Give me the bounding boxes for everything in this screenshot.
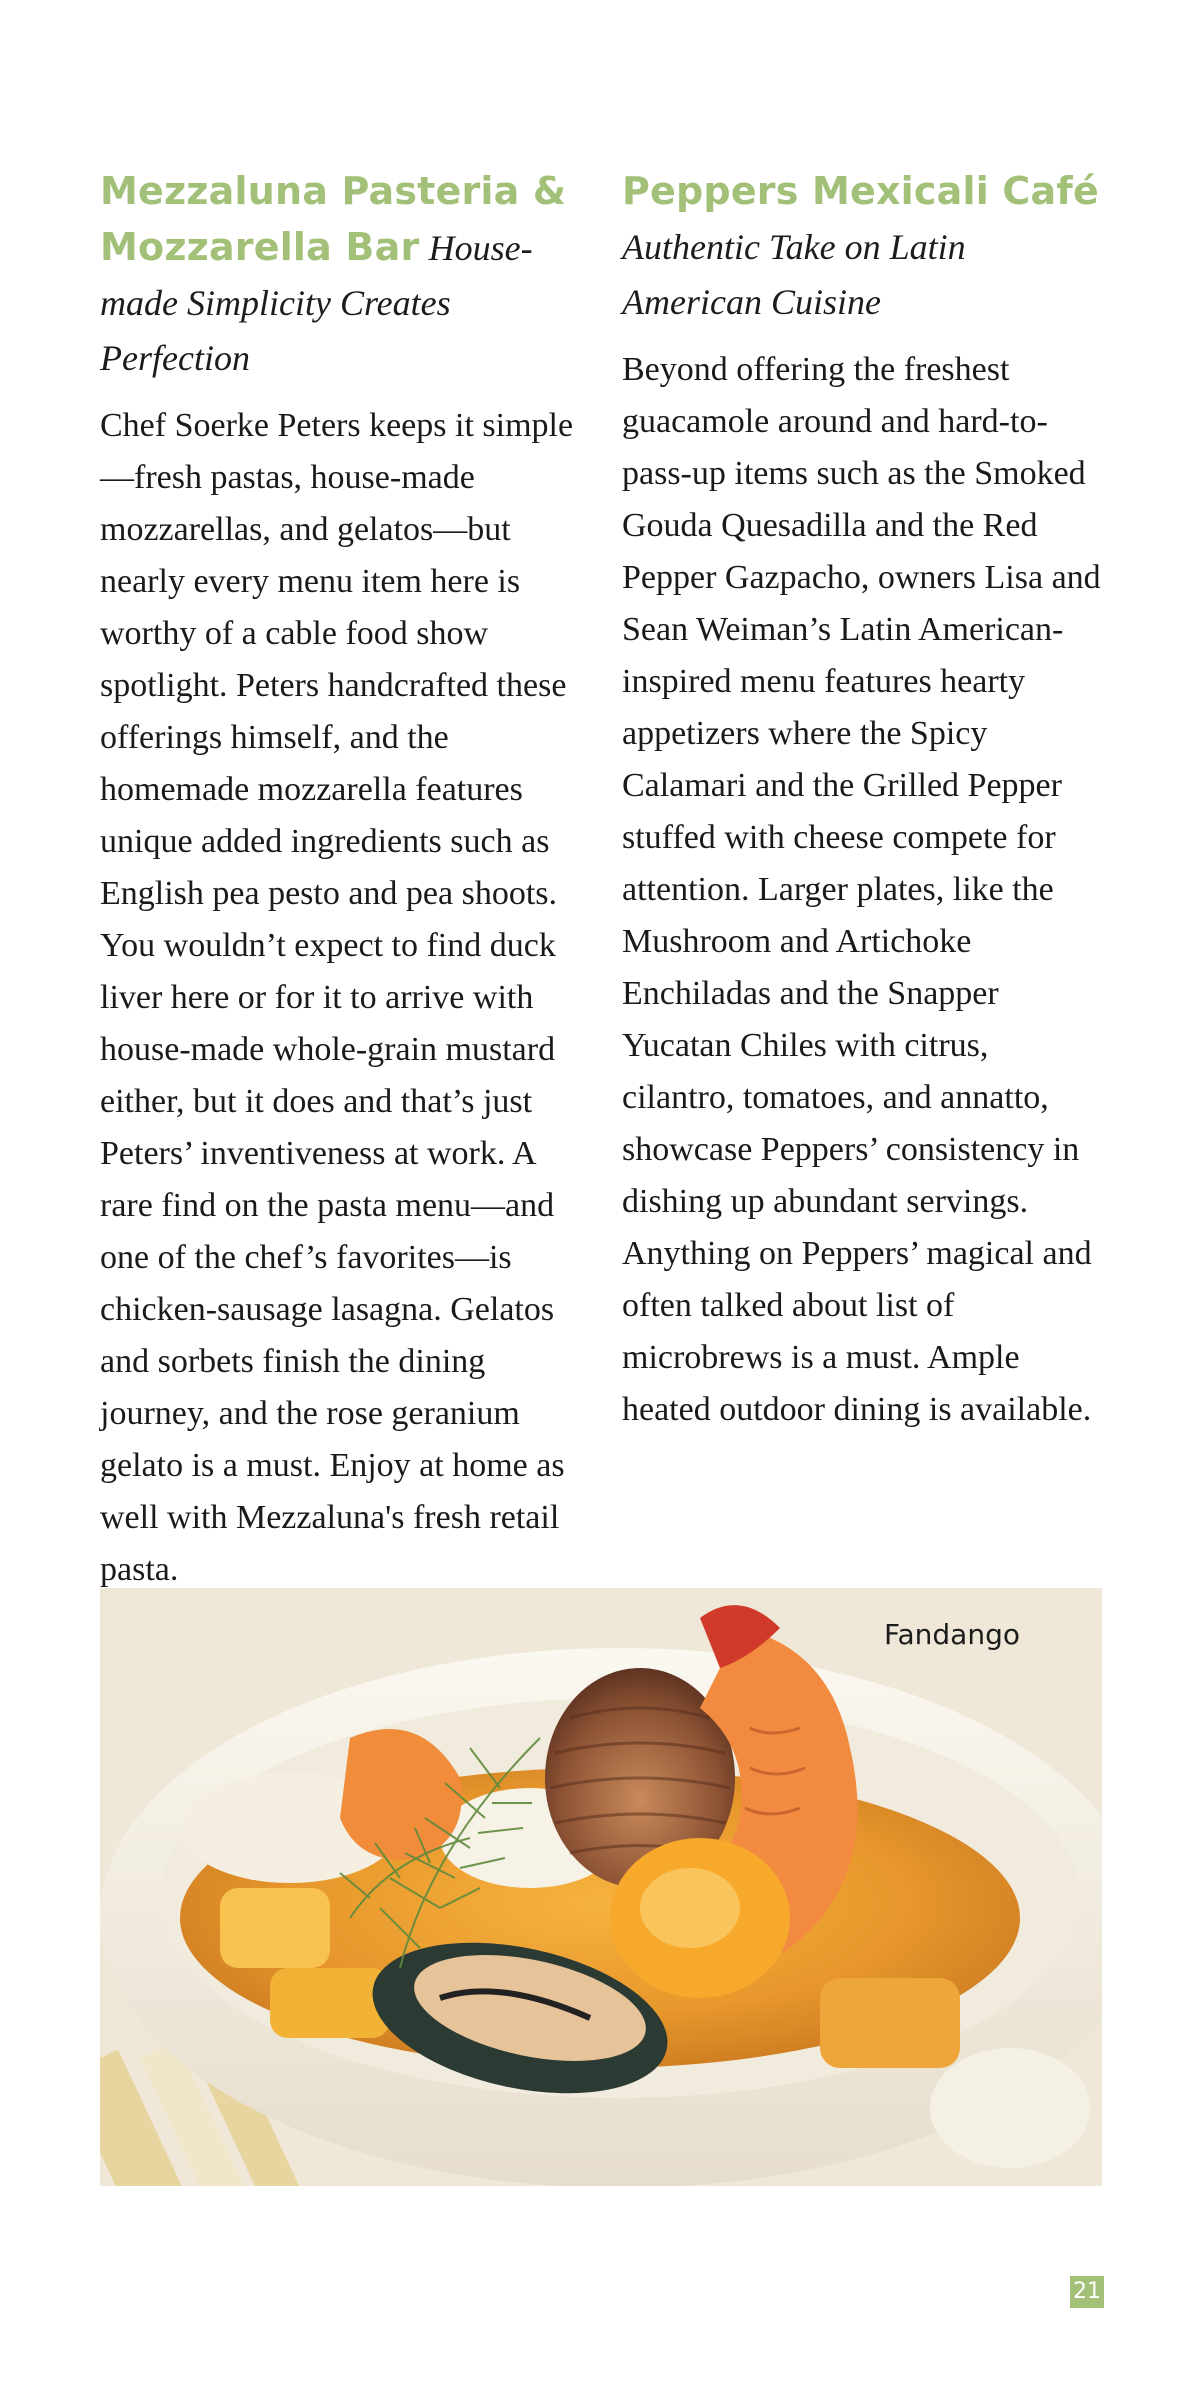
article-mezzaluna	[100, 164, 590, 1596]
seafood-stew-photo	[100, 1588, 1102, 2186]
article-heading	[100, 164, 590, 386]
venue-tagline: Authentic Take on Latin American Cuisine	[622, 227, 966, 322]
article-heading	[622, 164, 1102, 330]
venue-name: Peppers Mexicali Café	[622, 169, 1099, 213]
page-number: 21	[1070, 2276, 1104, 2308]
article-body: Beyond offering the freshest guacamole around and hard-to-pass-up items such as the Smoked Gouda Quesadilla and the Red Pepper Gazpacho, owners Lisa and Sean Weiman’s Latin American-inspired menu features hearty appetizers where the Spicy Calamari and the Grilled Pepper stuffed with cheese compete for attention. Larger plates, like the Mushroom and Artichoke Enchiladas and the Snapper Yucatan Chiles with citrus, cilantro, tomatoes, and annatto, showcase Peppers’ consistency in dishing up abundant servings. Anything on Peppers’ magical and often talked about list of microbrews is a must. Ample heated outdoor dining is available.	[622, 351, 1101, 1428]
seafood-stew-illustration	[100, 1588, 1102, 2186]
venue-name: Mezzaluna Pasteria & Mozzarella Bar	[100, 169, 567, 269]
article-body: Chef Soerke Peters keeps it simple—fresh pastas, house-made mozzarellas, and gelatos—but nearly every menu item here is worthy of a cable food show spotlight. Peters handcrafted these offerings himself, and the homemade mozzarella features unique added ingredients such as English pea pesto and pea shoots. You wouldn’t expect to find duck liver here or for it to arrive with house-made whole-grain mustard either, but it does and that’s just Peters’ inventiveness at work. A rare find on the pasta menu—and one of the chef’s favorites—is chicken-sausage lasagna. Gelatos and sorbets finish the dining journey, and the rose geranium gelato is a must. Enjoy at home as well with Mezzaluna's fresh retail pasta.	[100, 407, 574, 1588]
photo-credit: Fandango	[883, 1618, 1020, 1651]
venue-tagline: House-made Simplicity Creates Perfection	[100, 228, 533, 378]
article-peppers	[622, 164, 1102, 1436]
